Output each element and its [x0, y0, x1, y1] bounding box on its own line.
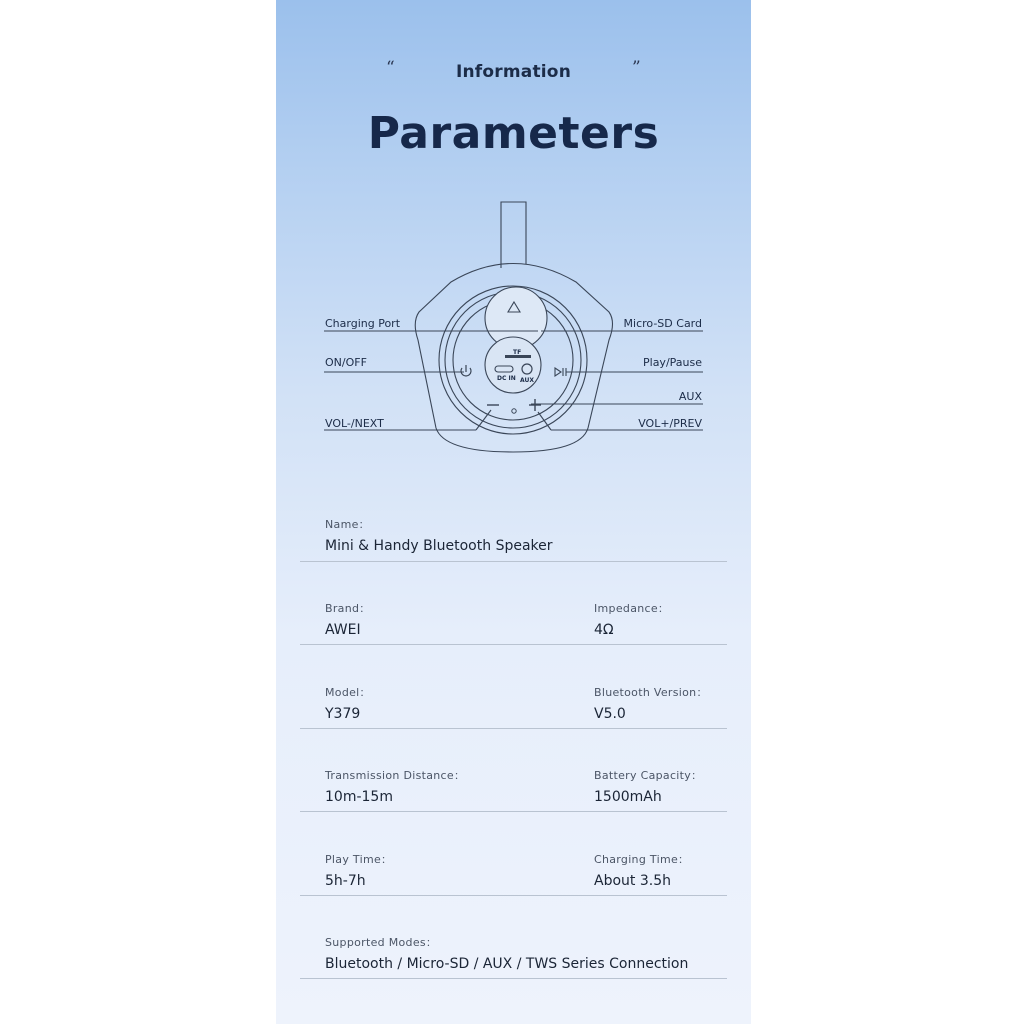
spec-value: 1500mAh [594, 789, 662, 805]
spec-label: Brand： [325, 602, 371, 615]
spec-value: 4Ω [594, 622, 614, 638]
spec-row-model [300, 684, 727, 729]
port-disc [485, 337, 541, 393]
callout-charging-port: Charging Port [325, 317, 401, 330]
spec-label: Transmission Distance： [325, 769, 466, 782]
spec-label: Play Time： [325, 853, 393, 866]
aux-port-label: AUX [520, 377, 534, 384]
plus-icon [529, 399, 541, 411]
spec-label: Battery Capacity： [594, 769, 703, 782]
spec-row-supported-modes [300, 934, 727, 979]
product-info-panel [276, 0, 751, 1024]
callout-aux: AUX [678, 390, 702, 403]
speaker-illustration [276, 190, 751, 480]
callout-on-off: ON/OFF [325, 356, 367, 369]
spec-row-brand [300, 600, 727, 645]
page-title: Parameters [367, 108, 660, 159]
power-icon [461, 365, 471, 376]
open-quote-mark: “ [386, 58, 395, 78]
spec-value: Y379 [325, 706, 361, 722]
spec-label: Impedance： [594, 602, 670, 615]
spec-row-transmission [300, 767, 727, 812]
spec-value: Mini & Handy Bluetooth Speaker [325, 538, 553, 554]
callout-vol-next: VOL-/NEXT [325, 417, 384, 430]
spec-value: 10m-15m [325, 789, 393, 805]
speaker-strap [501, 202, 526, 268]
callout-micro-sd: Micro-SD Card [623, 317, 702, 330]
spec-value: V5.0 [594, 706, 626, 722]
play-pause-icon [555, 368, 566, 376]
section-subtitle: Information [455, 62, 571, 82]
callout-play-pause: Play/Pause [643, 356, 702, 369]
spec-row-play-time [300, 851, 727, 896]
spec-label: Bluetooth Version： [594, 686, 708, 699]
spec-label: Supported Modes： [325, 936, 438, 949]
led-indicator-icon [512, 409, 516, 413]
spec-label: Model： [325, 686, 371, 699]
speaker-diagram [276, 190, 751, 480]
close-quote-mark: ” [632, 58, 641, 78]
spec-label: Charging Time： [594, 853, 690, 866]
spec-row-name [300, 516, 727, 562]
spec-value: Bluetooth / Micro-SD / AUX / TWS Series Connection [325, 956, 689, 972]
spec-label: Name： [325, 518, 370, 531]
tf-port-label: TF [513, 349, 522, 356]
spec-value: AWEI [325, 622, 361, 638]
callout-vol-prev: VOL+/PREV [638, 417, 702, 430]
dc-in-port-label: DC IN [497, 375, 516, 382]
spec-value: About 3.5h [594, 873, 671, 889]
spec-value: 5h-7h [325, 873, 366, 889]
